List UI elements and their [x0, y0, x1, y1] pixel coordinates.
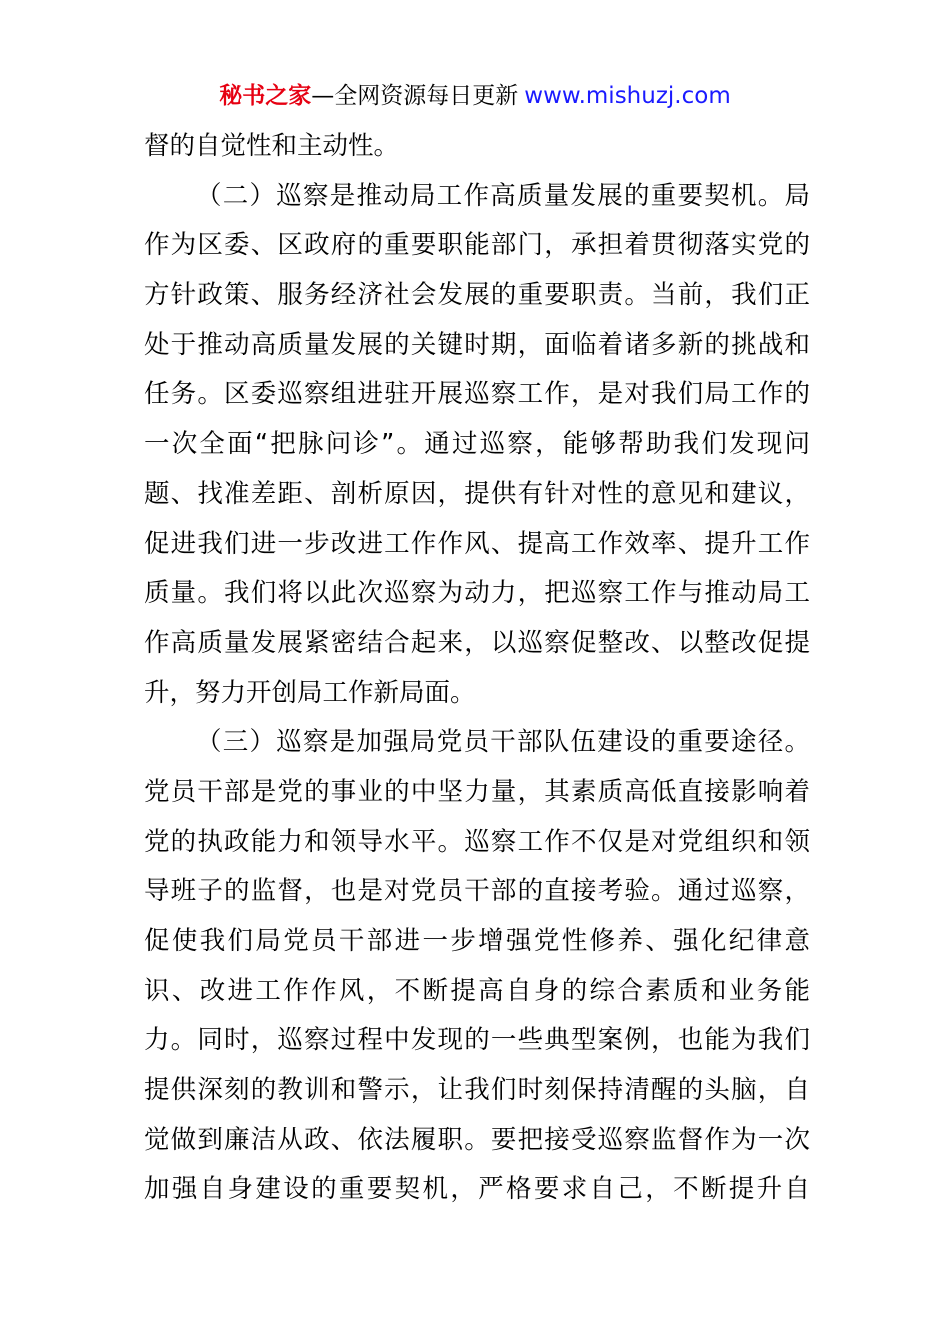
text-line: 加强自身建设的重要契机，严格要求自己，不断提升自 [144, 1174, 810, 1205]
text-line: 力。同时，巡察过程中发现的一些典型案例，也能为我们 [144, 1025, 810, 1056]
text-line: 质量。我们将以此次巡察为动力，把巡察工作与推动局工 [144, 578, 810, 609]
text-line: 作高质量发展紧密结合起来，以巡察促整改、以整改促提 [144, 627, 810, 658]
section-heading-line: （二）巡察是推动局工作高质量发展的重要契机。局 [196, 180, 810, 211]
text-line: 任务。区委巡察组进驻开展巡察工作，是对我们局工作的 [144, 379, 810, 410]
site-header [0, 80, 950, 112]
text-line: 作为区委、区政府的重要职能部门，承担着贯彻落实党的 [144, 230, 810, 261]
text-line: 党员干部是党的事业的中坚力量，其素质高低直接影响着 [144, 776, 810, 807]
text-line: 识、改进工作作风，不断提高自身的综合素质和业务能 [144, 975, 810, 1006]
document-body [144, 122, 810, 1215]
site-url-link[interactable]: www.mishuzj.com [524, 83, 731, 109]
text-line: 题、找准差距、剖析原因，提供有针对性的意见和建议， [144, 478, 810, 509]
text-line: 一次全面“把脉问诊”。通过巡察，能够帮助我们发现问 [144, 429, 810, 460]
text-line: 督的自觉性和主动性。 [144, 131, 400, 161]
section-heading-line: （三）巡察是加强局党员干部队伍建设的重要途径。 [196, 727, 810, 758]
text-line: 提供深刻的教训和警示，让我们时刻保持清醒的头脑，自 [144, 1075, 810, 1106]
site-brand: 秘书之家 [219, 83, 312, 109]
site-tagline: —全网资源每日更新 [311, 83, 519, 109]
text-line: 觉做到廉洁从政、依法履职。要把接受巡察监督作为一次 [144, 1124, 810, 1155]
text-line: 升，努力开创局工作新局面。 [144, 677, 476, 708]
text-line: 促使我们局党员干部进一步增强党性修养、强化纪律意 [144, 926, 810, 956]
text-line: 促进我们进一步改进工作作风、提高工作效率、提升工作 [144, 528, 810, 559]
text-line: 导班子的监督，也是对党员干部的直接考验。通过巡察， [144, 876, 810, 907]
text-line: 党的执政能力和领导水平。巡察工作不仅是对党组织和领 [144, 826, 810, 857]
text-line: 处于推动高质量发展的关键时期，面临着诸多新的挑战和 [144, 329, 810, 360]
text-line: 方针政策、服务经济社会发展的重要职责。当前，我们正 [144, 280, 810, 311]
